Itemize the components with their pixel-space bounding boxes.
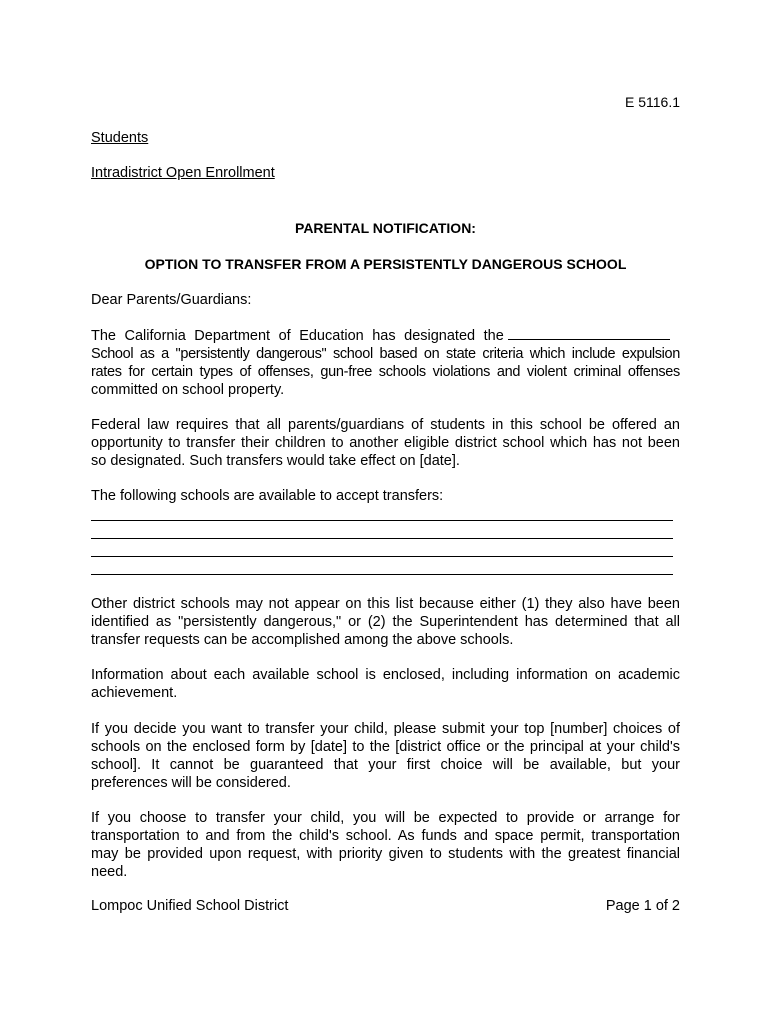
footer-page-number: Page 1 of 2 bbox=[605, 898, 680, 914]
paragraph-line: rates for certain types of offenses, gun-free schools violations and violent criminal offenses bbox=[91, 364, 680, 380]
school-blank-line bbox=[91, 556, 673, 557]
section-heading: Students bbox=[91, 130, 149, 146]
paragraph-information bbox=[91, 666, 680, 702]
exhibit-code: E 5116.1 bbox=[624, 94, 680, 110]
topic-heading: Intradistrict Open Enrollment bbox=[91, 165, 275, 181]
paragraph-line: If you choose to transfer your child, you will be expected to provide or arrange for bbox=[91, 810, 680, 826]
paragraph-line: If you decide you want to transfer your child, please submit your top [number] choices of bbox=[91, 721, 680, 737]
school-blank-line bbox=[91, 538, 673, 539]
paragraph-line: Information about each available school is enclosed, including information on academic bbox=[91, 667, 680, 683]
paragraph-line bbox=[91, 327, 680, 345]
paragraph-designation bbox=[91, 327, 680, 399]
paragraph-line: need. bbox=[91, 864, 128, 880]
title-line-2: OPTION TO TRANSFER FROM A PERSISTENTLY DANGEROUS SCHOOL bbox=[144, 256, 627, 272]
school-name-blank bbox=[508, 327, 670, 340]
paragraph-transportation bbox=[91, 809, 680, 881]
paragraph-line: Federal law requires that all parents/guardians of students in this school be offered an bbox=[91, 417, 680, 433]
title-line-1: PARENTAL NOTIFICATION: bbox=[295, 220, 476, 236]
school-blank-line bbox=[91, 574, 673, 575]
paragraph-federal-law bbox=[91, 416, 680, 470]
paragraph-line: committed on school property. bbox=[91, 382, 285, 398]
footer-district: Lompoc Unified School District bbox=[91, 898, 289, 914]
paragraph-line: schools on the enclosed form by [date] to the [district office or the principal at your child's bbox=[91, 739, 680, 755]
paragraph-line: identified as "persistently dangerous," or (2) the Superintendent has determined that all bbox=[91, 614, 680, 630]
paragraph-line: transfer requests can be accomplished among the above schools. bbox=[91, 632, 514, 648]
paragraph-line: achievement. bbox=[91, 685, 178, 701]
school-blank-line bbox=[91, 520, 673, 521]
paragraph-line: preferences will be considered. bbox=[91, 775, 291, 791]
paragraph-line-text: The California Department of Education has designated the bbox=[91, 328, 504, 344]
paragraph-line: opportunity to transfer their children to another eligible district school which has not been bbox=[91, 435, 680, 451]
paragraph-other-schools bbox=[91, 595, 680, 649]
schools-intro: The following schools are available to accept transfers: bbox=[91, 488, 444, 504]
paragraph-line: transportation to and from the child's school. As funds and space permit, transportation bbox=[91, 828, 680, 844]
paragraph-decide-transfer bbox=[91, 720, 680, 792]
paragraph-line: school]. It cannot be guaranteed that your first choice will be available, but your bbox=[91, 757, 680, 773]
salutation: Dear Parents/Guardians: bbox=[91, 292, 252, 308]
paragraph-line: so designated. Such transfers would take effect on [date]. bbox=[91, 453, 460, 469]
paragraph-line: School as a "persistently dangerous" school based on state criteria which include expulsion bbox=[91, 346, 680, 362]
paragraph-line: may be provided upon request, with priority given to students with the greatest financial bbox=[91, 846, 680, 862]
paragraph-line: Other district schools may not appear on this list because either (1) they also have been bbox=[91, 596, 680, 612]
